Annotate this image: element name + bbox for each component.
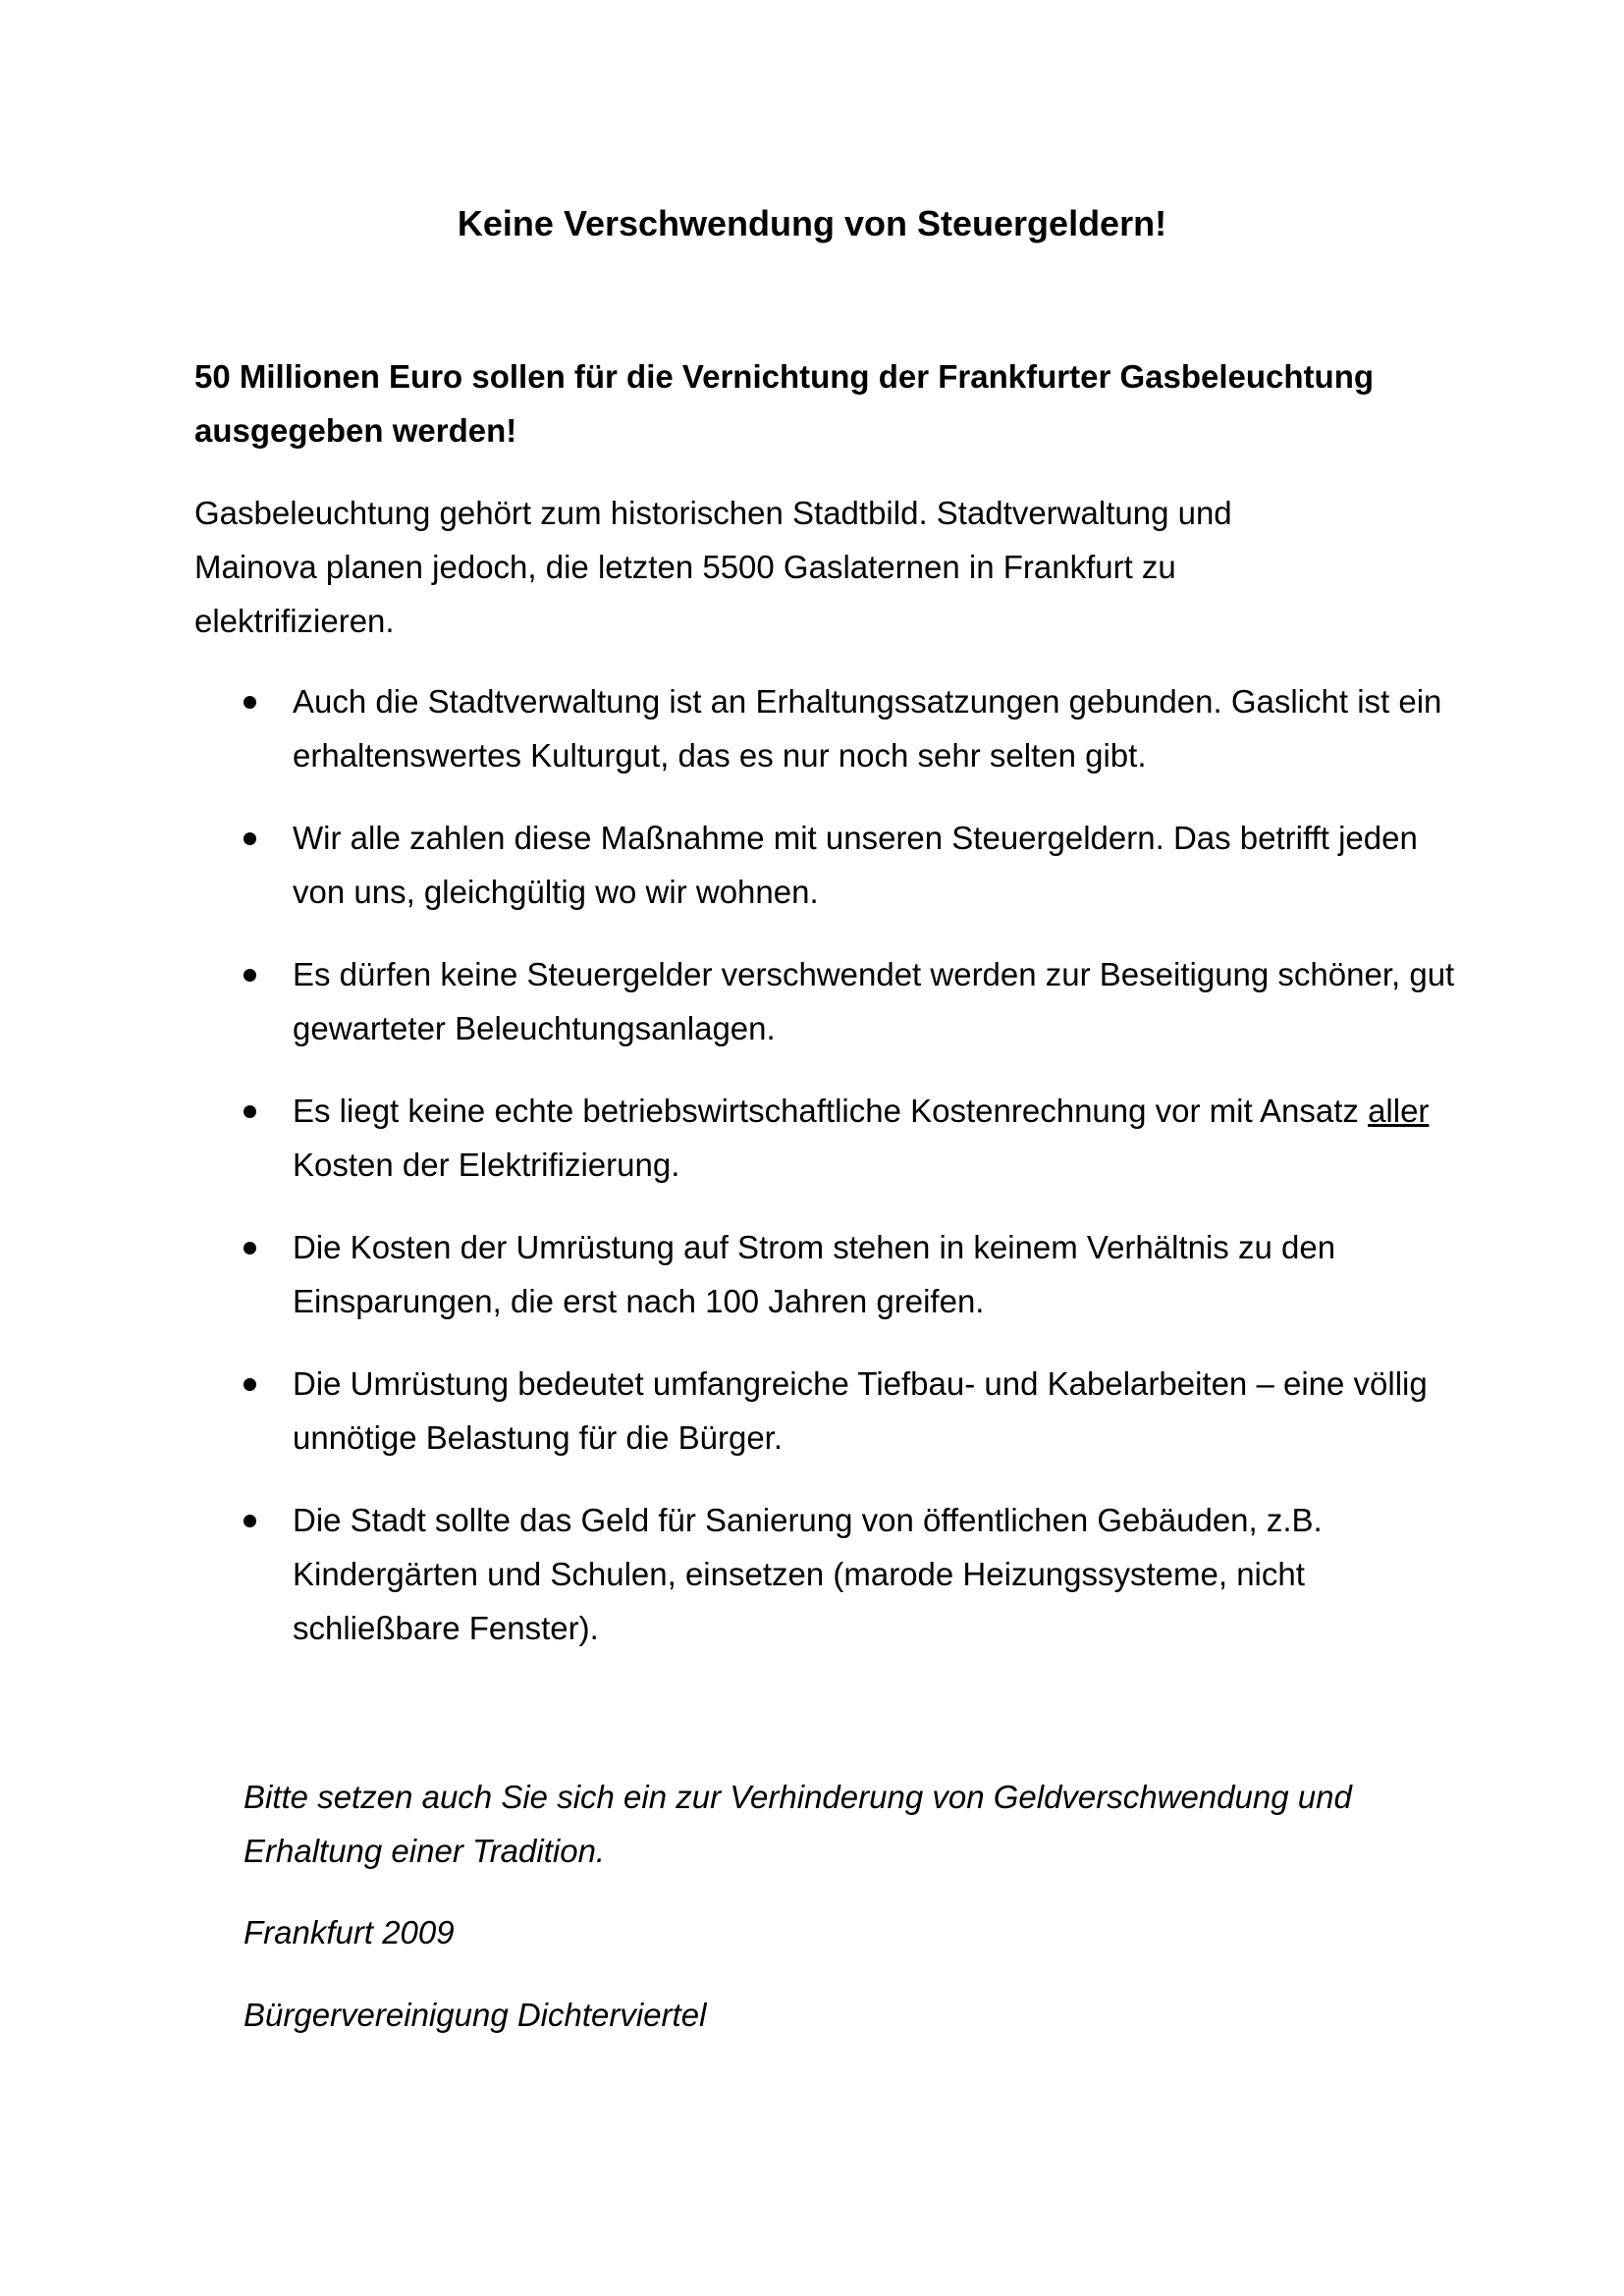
bullet-item (244, 674, 1471, 782)
bullet-item (244, 1084, 1471, 1192)
bullet-text-before: Es liegt keine echte betriebswirtschaftliche Kostenrechnung vor mit Ansatz (293, 1093, 1369, 1129)
bullet-item (244, 1357, 1471, 1465)
bullet-text: Wir alle zahlen diese Maßnahme mit unseren Steuergeldern. Das betrifft jeden von uns, gleichgültig wo wir wohnen. (293, 820, 1418, 910)
bullet-text: Auch die Stadtverwaltung ist an Erhaltungssatzungen gebunden. Gaslicht ist ein erhaltenswertes Kulturgut, das es nur noch sehr selten gibt. (293, 683, 1442, 774)
place-date: Frankfurt 2009 (244, 1914, 455, 1950)
bullet-dot-icon (244, 1242, 256, 1255)
intro-paragraph: Gasbeleuchtung gehört zum historischen Stadtbild. Stadtverwaltung und Mainova planen jedoch, die letzten 5500 Gaslaternen in Frankfurt zu elektrifizieren. (194, 495, 1232, 639)
bullet-text-underlined: aller (1368, 1093, 1430, 1129)
bullet-dot-icon (244, 1105, 256, 1118)
document-title: Keine Verschwendung von Steuergeldern! (457, 203, 1167, 243)
bullet-dot-icon (244, 1378, 256, 1391)
bullet-item (244, 1493, 1471, 1655)
bullet-text: Die Kosten der Umrüstung auf Strom stehen in keinem Verhältnis zu den Einsparungen, die erst nach 100 Jahren greifen. (293, 1229, 1336, 1319)
bullet-dot-icon (244, 832, 256, 845)
bullet-item (244, 1220, 1471, 1328)
headline: 50 Millionen Euro sollen für die Vernichtung der Frankfurter Gasbeleuchtung ausgegeben werden! (194, 358, 1375, 449)
bullet-list (244, 674, 1471, 1683)
bullet-text: Es dürfen keine Steuergelder verschwendet werden zur Beseitigung schöner, gut gewarteter Beleuchtungsanlagen. (293, 956, 1455, 1046)
bullet-dot-icon (244, 969, 256, 982)
bullet-text: Die Stadt sollte das Geld für Sanierung von öffentlichen Gebäuden, z.B. Kindergärten und Schulen, einsetzen (marode Heizungssysteme, nicht schließbare Fenster). (293, 1502, 1323, 1646)
bullet-text: Die Umrüstung bedeutet umfangreiche Tiefbau- und Kabelarbeiten – eine völlig unnötige Belastung für die Bürger. (293, 1365, 1428, 1456)
closing-appeal: Bitte setzen auch Sie sich ein zur Verhinderung von Geldverschwendung und Erhaltung einer Tradition. (244, 1779, 1352, 1869)
bullet-item (244, 947, 1471, 1055)
signature: Bürgervereinigung Dichterviertel (244, 1997, 707, 2033)
bullet-dot-icon (244, 696, 256, 709)
bullet-text-after: Kosten der Elektrifizierung. (293, 1147, 680, 1183)
bullet-item (244, 811, 1471, 919)
bullet-dot-icon (244, 1515, 256, 1527)
